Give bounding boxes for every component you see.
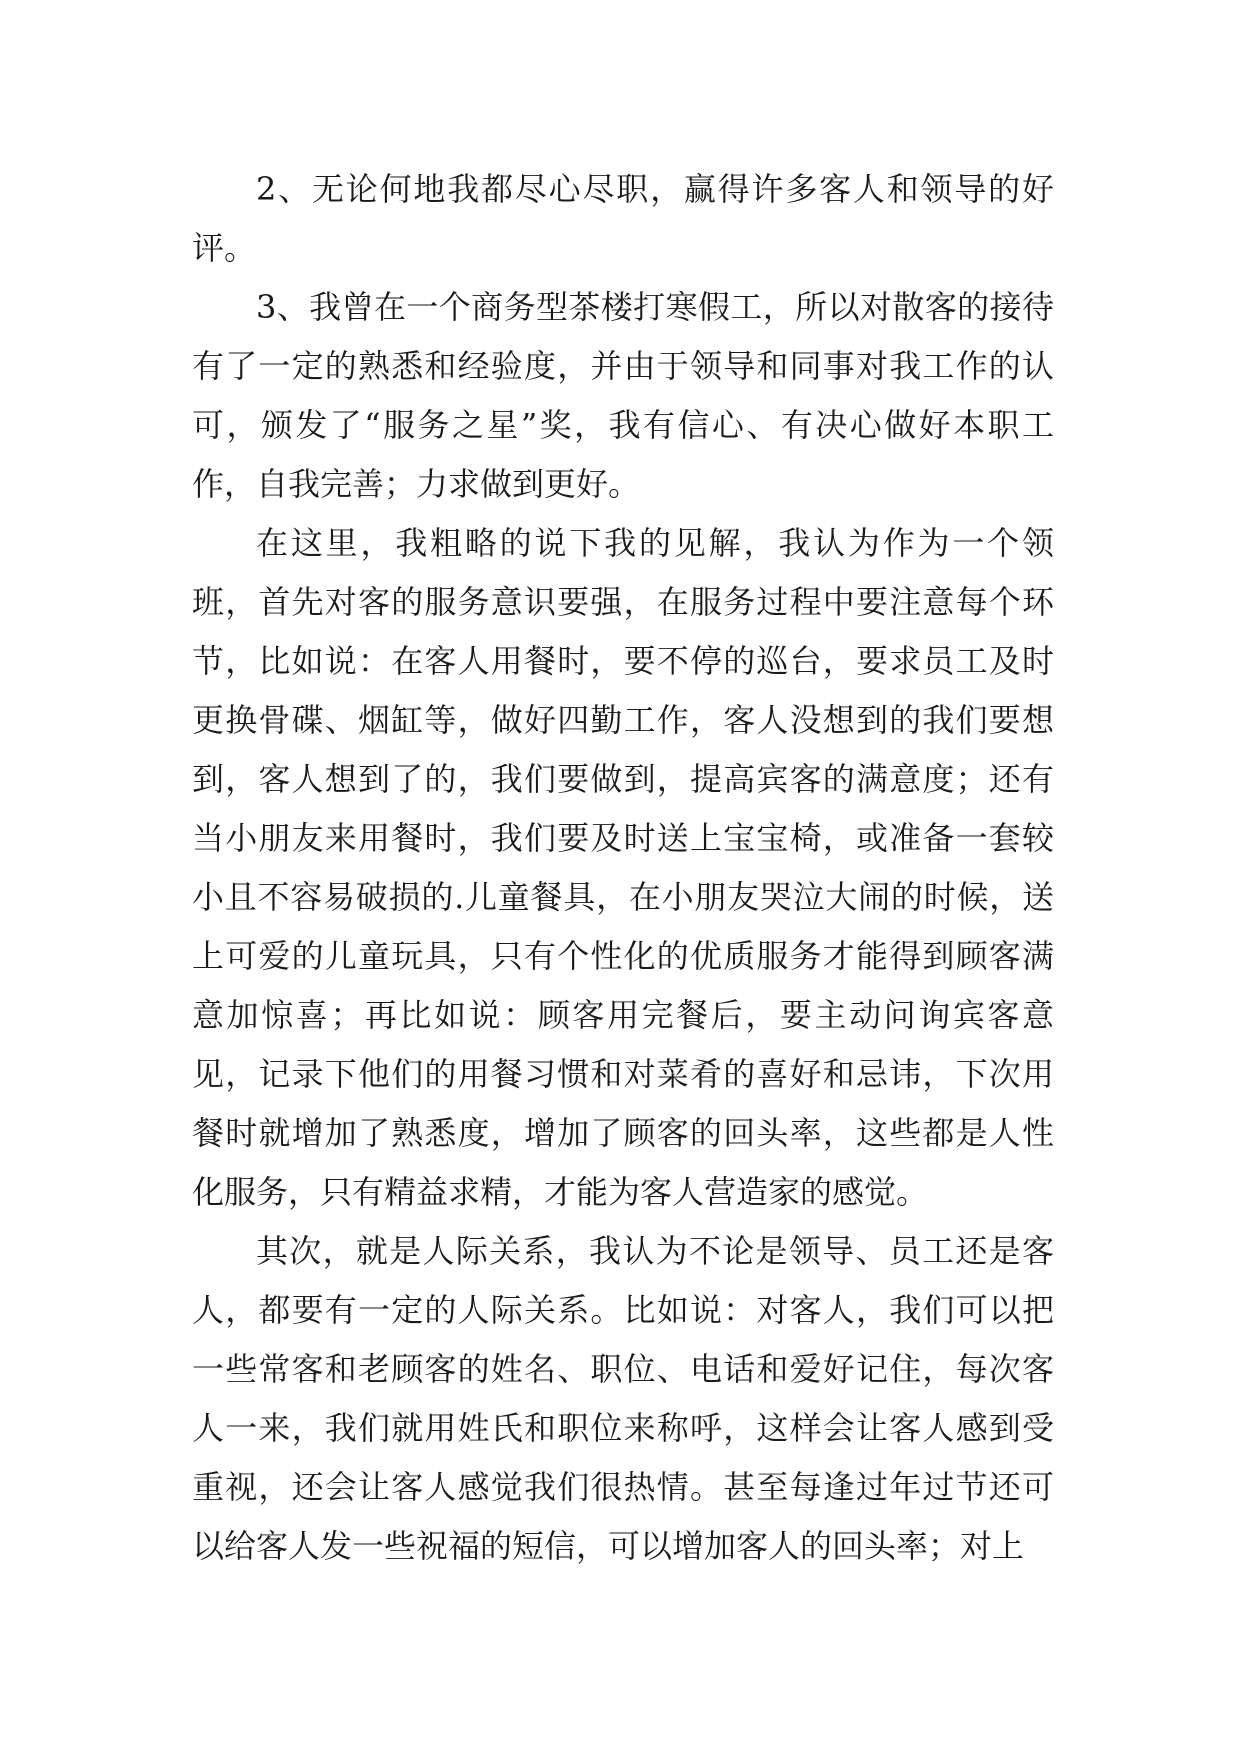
paragraph-2: 3、我曾在一个商务型茶楼打寒假工，所以对散客的接待有了一定的熟悉和经验度，并由于领导和同事对我工作的认可，颁发了“服务之星”奖，我有信心、有决心做好本职工作，自我完善；力求做到更好。: [192, 288, 1054, 503]
document-body: [192, 160, 1054, 1576]
paragraph-1: 2、无论何地我都尽心尽职，赢得许多客人和领导的好评。: [192, 170, 1054, 267]
paragraph-3: 在这里，我粗略的说下我的见解，我认为作为一个领班，首先对客的服务意识要强，在服务过程中要注意每个环节，比如说：在客人用餐时，要不停的巡台，要求员工及时更换骨碟、烟缸等，做好四勤工作，客人没想到的我们要想到，客人想到了的，我们要做到，提高宾客的满意度；还有当小朋友来用餐时，我们要及时送上宝宝椅，或准备一套较小且不容易破损的.儿童餐具，在小朋友哭泣大闹的时候，送上可爱的儿童玩具，只有个性化的优质服务才能得到顾客满意加惊喜；再比如说：顾客用完餐后，要主动问询宾客意见，记录下他们的用餐习惯和对菜肴的喜好和忌讳，下次用餐时就增加了熟悉度，增加了顾客的回头率，这些都是人性化服务，只有精益求精，才能为客人营造家的感觉。: [192, 524, 1054, 1211]
paragraph-4: 其次，就是人际关系，我认为不论是领导、员工还是客人，都要有一定的人际关系。比如说：对客人，我们可以把一些常客和老顾客的姓名、职位、电话和爱好记住，每次客人一来，我们就用姓氏和职位来称呼，这样会让客人感到受重视，还会让客人感觉我们很热情。甚至每逢过年过节还可以给客人发一些祝福的短信，可以增加客人的回头率；对上: [192, 1232, 1054, 1565]
